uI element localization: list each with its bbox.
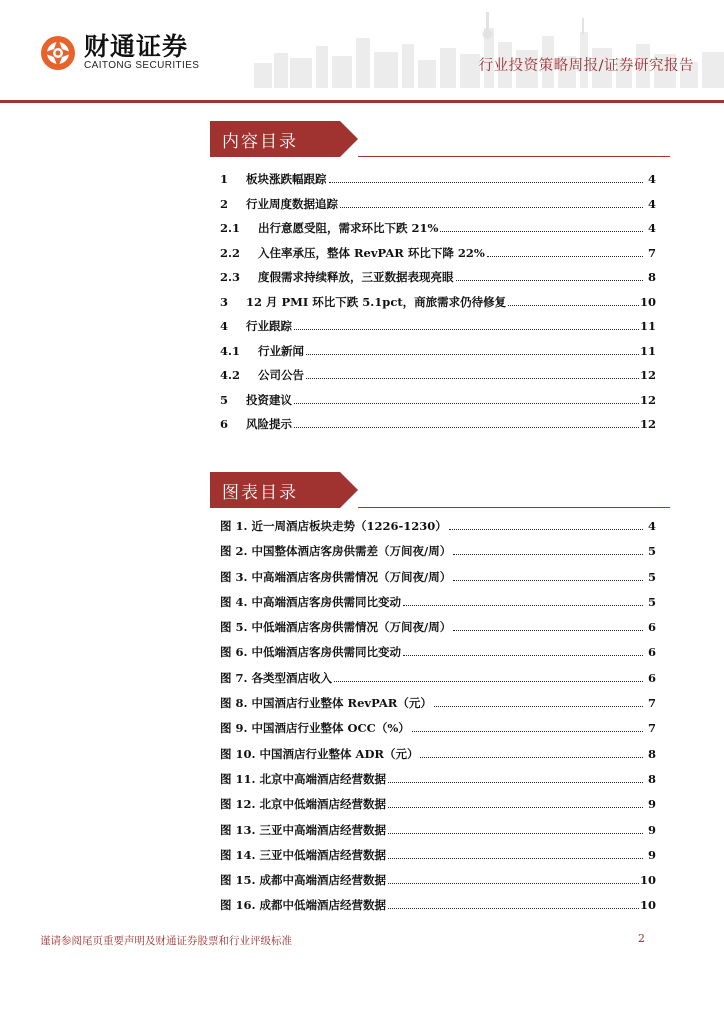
figure-title: 图 6. 中低端酒店客房供需同比变动 (220, 645, 402, 660)
toc-title: 风险提示 (246, 417, 292, 431)
toc-leader (294, 427, 639, 428)
toc-entry[interactable] (220, 367, 656, 392)
figures-list (220, 518, 656, 923)
figure-entry[interactable] (220, 695, 656, 720)
figure-title: 图 8. 中国酒店行业整体 RevPAR（元） (220, 696, 432, 711)
figures-banner (210, 472, 670, 508)
figure-page: 7 (647, 696, 656, 711)
figure-title: 图 3. 中高端酒店客房供需情况（万间夜/周） (220, 569, 452, 584)
figure-page: 10 (639, 898, 656, 913)
figure-entry[interactable] (220, 872, 656, 897)
footer-disclaimer: 谨请参阅尾页重要声明及财通证券股票和行业评级标准 (40, 935, 292, 947)
figure-page: 9 (647, 797, 656, 812)
toc-entry[interactable] (220, 269, 656, 294)
figure-entry[interactable] (220, 644, 656, 669)
logo-chinese-name: 财通证券 (84, 32, 189, 61)
toc-leader (449, 529, 643, 530)
toc-page: 4 (647, 172, 656, 186)
figure-entry[interactable] (220, 746, 656, 771)
figure-title: 图 14. 三亚中低端酒店经营数据 (220, 847, 387, 862)
toc-leader (388, 908, 639, 909)
toc-number: 1 (220, 172, 229, 186)
figure-page: 9 (647, 847, 656, 862)
toc-number: 6 (220, 417, 229, 431)
toc-number: 4.2 (220, 368, 241, 382)
toc-entry[interactable] (220, 416, 656, 441)
toc-leader (434, 706, 643, 707)
toc-leader (294, 329, 639, 330)
toc-page: 12 (639, 417, 656, 431)
figure-title: 图 2. 中国整体酒店客房供需差（万间夜/周） (220, 544, 452, 559)
toc-leader (388, 883, 639, 884)
toc-leader (294, 403, 639, 404)
toc-title: 行业周度数据追踪 (246, 196, 338, 211)
city-skyline-watermark (254, 8, 724, 88)
toc-title: 12 月 PMI 环比下跌 5.1pct，商旅需求仍待修复 (246, 294, 507, 309)
figures-heading: 图表目录 (222, 483, 298, 503)
toc-entry[interactable] (220, 343, 656, 368)
header-divider (0, 100, 724, 103)
toc-number: 5 (220, 392, 229, 407)
contents-heading: 内容目录 (222, 132, 298, 152)
toc-leader (388, 833, 643, 834)
toc-page: 4 (647, 221, 656, 235)
toc-leader (329, 182, 644, 183)
toc-number: 3 (220, 294, 229, 309)
report-type-label: 行业投资策略周报/证券研究报告 (478, 58, 694, 74)
toc-page: 8 (647, 270, 656, 284)
page-number: 2 (638, 932, 645, 945)
toc-title: 出行意愿受阻，需求环比下跌 21% (258, 221, 439, 235)
figure-page: 5 (647, 569, 656, 584)
toc-leader (412, 731, 643, 732)
figure-page: 6 (647, 620, 656, 635)
toc-entry[interactable] (220, 294, 656, 319)
toc-leader (453, 630, 643, 631)
figure-title: 图 12. 北京中低端酒店经营数据 (220, 797, 387, 812)
toc-title: 度假需求持续释放，三亚数据表现亮眼 (258, 270, 454, 284)
figure-page: 10 (639, 873, 656, 888)
toc-entry[interactable] (220, 245, 656, 270)
toc-leader (403, 655, 643, 656)
toc-number: 4 (220, 319, 229, 333)
toc-leader (388, 858, 643, 859)
toc-number: 2.3 (220, 270, 241, 284)
figure-title: 图 13. 三亚中高端酒店经营数据 (220, 822, 387, 837)
toc-page: 12 (639, 368, 656, 382)
figure-title: 图 1. 近一周酒店板块走势（1226-1230） (220, 519, 447, 533)
toc-leader (340, 207, 643, 208)
caitong-logo (40, 34, 199, 72)
figure-page: 5 (647, 594, 656, 609)
toc-number: 2.1 (220, 221, 241, 235)
toc-leader (306, 378, 639, 379)
toc-number: 4.1 (220, 343, 241, 358)
contents-banner (210, 121, 670, 157)
toc-leader (508, 305, 639, 306)
toc-title: 行业新闻 (258, 343, 304, 358)
figure-title: 图 5. 中低端酒店客房供需情况（万间夜/周） (220, 620, 452, 635)
toc-leader (453, 554, 643, 555)
toc-title: 公司公告 (258, 368, 304, 382)
figure-page: 8 (647, 746, 656, 761)
figure-title: 图 11. 北京中高端酒店经营数据 (220, 771, 387, 786)
toc-number: 2.2 (220, 245, 241, 260)
toc-title: 投资建议 (246, 392, 292, 407)
figure-entry[interactable] (220, 720, 656, 745)
figure-entry[interactable] (220, 771, 656, 796)
figure-entry[interactable] (220, 543, 656, 568)
figure-page: 6 (647, 645, 656, 660)
figure-entry[interactable] (220, 796, 656, 821)
figure-page: 7 (647, 721, 656, 736)
figure-page: 8 (647, 771, 656, 786)
toc-page: 4 (647, 196, 656, 211)
toc-entry[interactable] (220, 392, 656, 417)
toc-leader (440, 231, 643, 232)
logo-mark-icon (40, 35, 76, 71)
toc-title: 板块涨跌幅跟踪 (246, 172, 327, 186)
figure-entry[interactable] (220, 670, 656, 695)
toc-page: 10 (639, 294, 656, 309)
toc-title: 行业跟踪 (246, 319, 292, 333)
figure-page: 6 (647, 670, 656, 685)
figure-page: 5 (647, 544, 656, 559)
toc-leader (453, 580, 643, 581)
figure-title: 图 15. 成都中高端酒店经营数据 (220, 873, 387, 888)
figure-title: 图 16. 成都中低端酒店经营数据 (220, 898, 387, 913)
toc-leader (456, 280, 644, 281)
figure-title: 图 9. 中国酒店行业整体 OCC（%） (220, 721, 410, 736)
toc-page: 7 (647, 245, 656, 260)
toc-leader (388, 782, 643, 783)
toc-leader (420, 757, 643, 758)
toc-leader (487, 256, 643, 257)
toc-leader (306, 354, 639, 355)
toc-number: 2 (220, 196, 229, 211)
toc-entry[interactable] (220, 171, 656, 196)
page-header (0, 0, 724, 104)
toc-leader (334, 681, 643, 682)
figure-title: 图 4. 中高端酒店客房供需同比变动 (220, 594, 402, 609)
figure-title: 图 7. 各类型酒店收入 (220, 670, 333, 685)
toc-page: 11 (639, 319, 656, 333)
figure-entry[interactable] (220, 897, 656, 922)
toc-entry[interactable] (220, 220, 656, 245)
toc-leader (403, 605, 643, 606)
figure-entry[interactable] (220, 594, 656, 619)
figure-title: 图 10. 中国酒店行业整体 ADR（元） (220, 746, 419, 761)
figure-entry[interactable] (220, 518, 656, 543)
toc-page: 12 (639, 392, 656, 407)
toc-title: 入住率承压，整体 RevPAR 环比下降 22% (258, 245, 485, 260)
logo-english-name: CAITONG SECURITIES (84, 60, 200, 71)
toc-entry[interactable] (220, 196, 656, 221)
figure-entry[interactable] (220, 569, 656, 594)
figure-entry[interactable] (220, 619, 656, 644)
toc-page: 11 (639, 343, 656, 358)
figure-page: 9 (647, 822, 656, 837)
toc-entry[interactable] (220, 318, 656, 343)
figure-entry[interactable] (220, 822, 656, 847)
toc-leader (388, 807, 643, 808)
figure-entry[interactable] (220, 847, 656, 872)
figure-page: 4 (647, 519, 656, 533)
contents-list (220, 171, 656, 441)
